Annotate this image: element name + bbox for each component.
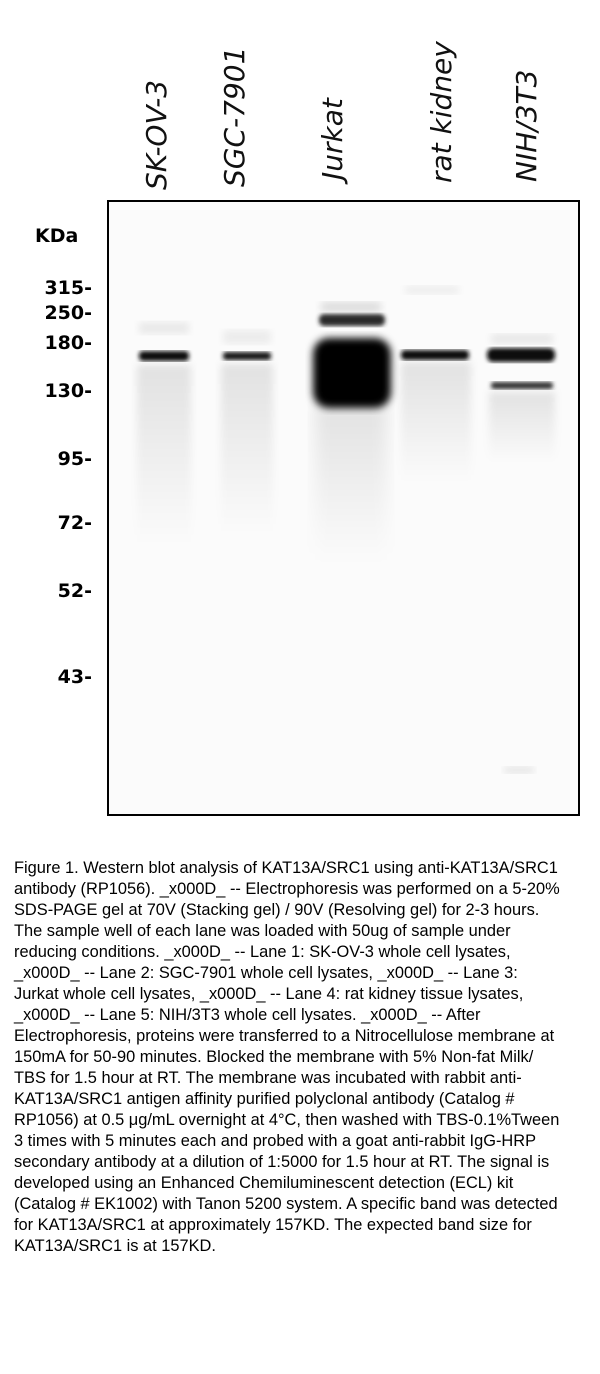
marker-72: 72- [57,512,92,534]
lane-1-bands [137,322,191,545]
lane-label-4: rat kidney [425,41,458,183]
marker-130: 130- [44,380,92,402]
figure-caption: Figure 1. Western blot analysis of KAT13A/SRC1 using anti-KAT13A/SRC1 antibody (RP1056). _x000D_ -- Electrophoresis was performed on a 5-20% SDS-PAGE gel at 70V (Stacking gel) / 90V (Resolving gel) for 2-3 hours. The sample well of each lane was loaded with 50ug of sample under reducing conditions. _x000D_ -- Lane 1: SK-OV-3 whole cell lysates, _x000D_ -- Lane 2: SGC-7901 whole cell lysates, _x000D_ -- Lane 3: Jurkat whole cell lysates, _x000D_ -- Lane 4: rat kidney tissue lysates, _x000D_ -- Lane 5: NIH/3T3 whole cell lysates. _x000D_ -- After Electrophoresis, proteins were transferred to a Nitrocellulose membrane at 150mA for 50-90 minutes. Blocked the membrane with 5% Non-fat Milk/ TBS for 1.5 hour at RT. The membrane was incubated with rabbit anti-KAT13A/SRC1 antigen affinity purified polyclonal antibody (Catalog # RP1056) at 0.5 μg/mL overnight at 4°C, then washed with TBS-0.1%Tween 3 times with 5 minutes each and probed with a goat anti-rabbit IgG-HRP secondary antibody at a dilution of 1:5000 for 1.5 hour at RT. The signal is developed using an Enhanced Chemiluminescent detection (ECL) kit (Catalog # EK1002) with Tanon 5200 system. A specific band was detected for KAT13A/SRC1 at approximately 157KD. The expected band size for KAT13A/SRC1 is at 157KD. [14,859,560,1255]
lane-label-1: SK-OV-3 [140,79,173,190]
lane-label-3: Jurkat [316,98,349,180]
blot-bands [109,202,578,814]
western-blot-image [107,200,580,816]
lane-3-bands [313,302,391,562]
lane-2-bands [221,330,273,534]
marker-315: 315- [44,277,92,299]
marker-95: 95- [57,448,92,470]
marker-180: 180- [44,332,92,354]
lane-label-2: SGC-7901 [218,46,251,187]
lane-5-bands [487,334,555,773]
lane-4-bands [401,286,471,482]
kda-axis-title: KDa [35,225,79,247]
marker-43: 43- [57,666,92,688]
marker-250: 250- [44,302,92,324]
lane-label-5: NIH/3T3 [510,69,543,182]
marker-52: 52- [57,580,92,602]
